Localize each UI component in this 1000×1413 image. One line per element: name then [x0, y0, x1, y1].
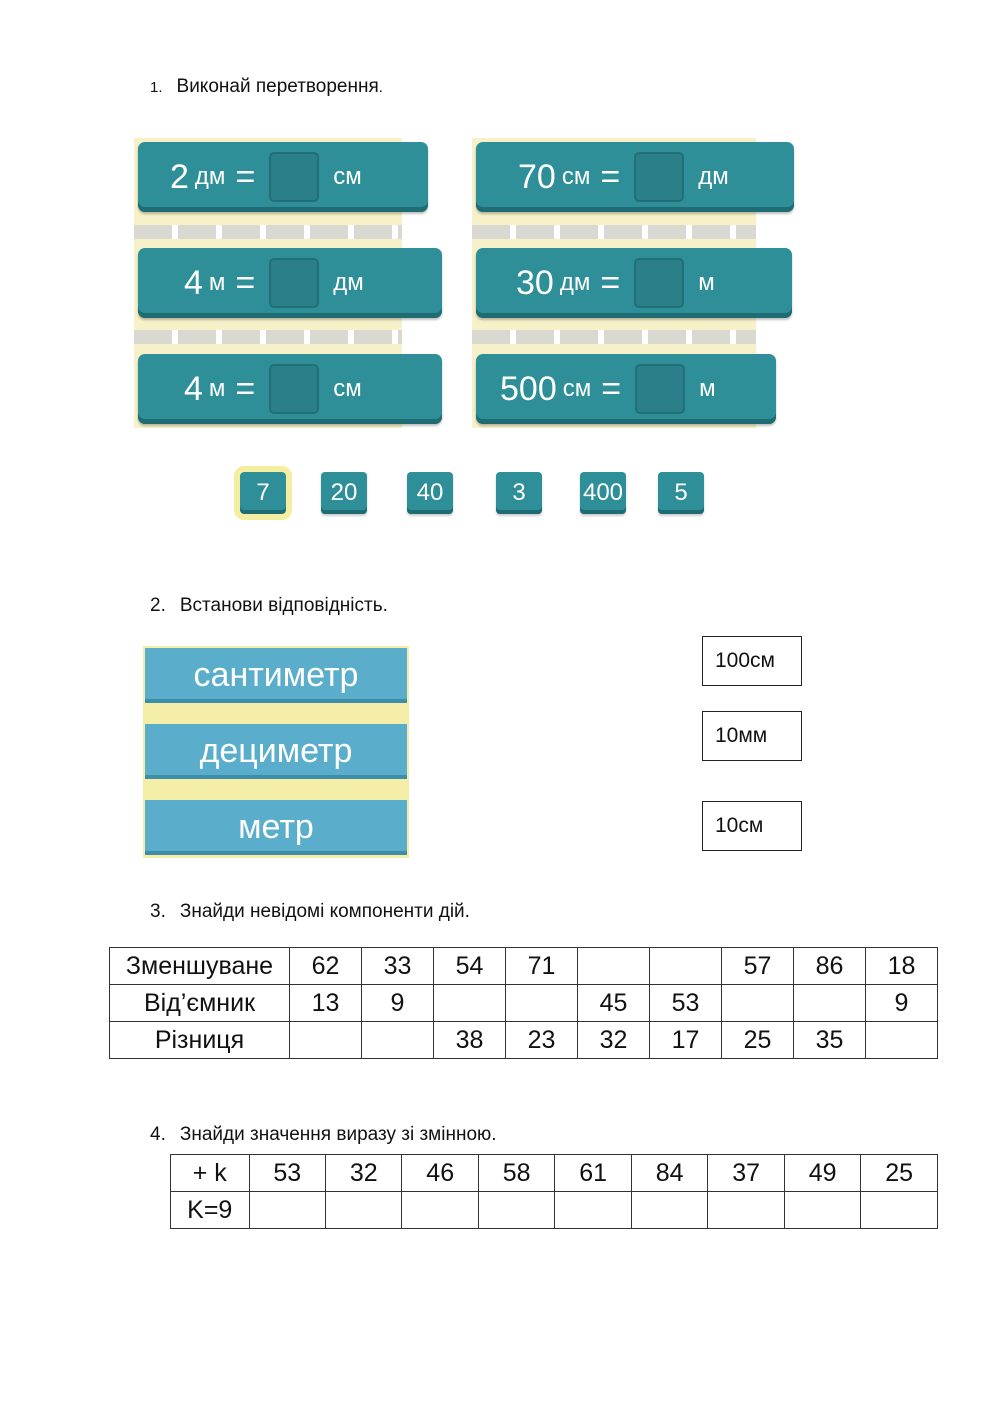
- answer-drop-box[interactable]: [634, 152, 684, 202]
- conversion-panel-right: [472, 138, 756, 428]
- tile-from-unit: дм: [559, 269, 591, 296]
- task3-number: 3.: [150, 901, 166, 922]
- conversion-tile: [476, 248, 792, 318]
- tile-equals: =: [601, 369, 622, 408]
- table-cell: 49: [784, 1155, 860, 1192]
- answer-cell[interactable]: [631, 1192, 707, 1229]
- option-tile-40[interactable]: 40: [407, 472, 453, 514]
- match-answer-box[interactable]: 100см: [702, 636, 802, 686]
- answer-cell[interactable]: [708, 1192, 784, 1229]
- table-cell: 23: [506, 1022, 578, 1059]
- option-tile-3[interactable]: 3: [496, 472, 542, 514]
- conversion-tile: [138, 142, 428, 212]
- row-label: Від’ємник: [110, 985, 290, 1022]
- tile-to-unit: см: [333, 163, 362, 190]
- task3-title: Знайди невідомі компоненти дій.: [179, 901, 470, 922]
- table-cell: 38: [434, 1022, 506, 1059]
- table-cell[interactable]: [434, 985, 506, 1022]
- answer-cell[interactable]: [555, 1192, 631, 1229]
- row-label: + k: [171, 1155, 250, 1192]
- tile-separator: [472, 225, 756, 239]
- task1-title-dot: .: [378, 79, 383, 96]
- answer-drop-box[interactable]: [634, 258, 684, 308]
- table-cell: 58: [478, 1155, 554, 1192]
- variable-expression-table: [170, 1154, 938, 1229]
- tile-separator: [134, 225, 402, 239]
- option-tile-5[interactable]: 5: [658, 472, 704, 514]
- conversion-tile: [138, 248, 442, 318]
- table-cell: 53: [650, 985, 722, 1022]
- table-row: [110, 985, 938, 1022]
- tile-equals: =: [235, 263, 256, 302]
- tile-from-unit: дм: [194, 163, 226, 190]
- option-tile-7[interactable]: 7: [240, 472, 286, 514]
- answer-drop-box[interactable]: [269, 258, 319, 308]
- table-cell: 54: [434, 948, 506, 985]
- task3-heading: [150, 901, 470, 923]
- table-cell: 62: [290, 948, 362, 985]
- table-cell[interactable]: [362, 1022, 434, 1059]
- table-cell: 35: [794, 1022, 866, 1059]
- word-tile-centimeter[interactable]: сантиметр: [145, 648, 407, 703]
- task2-title: Встанови відповідність.: [179, 595, 388, 616]
- table-cell: 71: [506, 948, 578, 985]
- answer-cell[interactable]: [249, 1192, 325, 1229]
- row-label: Зменшуване: [110, 948, 290, 985]
- tile-equals: =: [235, 369, 256, 408]
- answer-cell[interactable]: [784, 1192, 860, 1229]
- task1-title: Виконай перетворення: [176, 76, 379, 97]
- row-label: K=9: [171, 1192, 250, 1229]
- match-answer-box[interactable]: 10мм: [702, 711, 802, 761]
- tile-value: 500: [500, 369, 557, 408]
- conversion-tile: [476, 142, 794, 212]
- table-cell: 33: [362, 948, 434, 985]
- table-row: [171, 1155, 938, 1192]
- tile-value: 4: [184, 369, 203, 408]
- conversion-panel-left: [134, 138, 402, 428]
- table-row: [110, 948, 938, 985]
- table-cell: 25: [861, 1155, 938, 1192]
- answer-cell[interactable]: [861, 1192, 938, 1229]
- task4-number: 4.: [150, 1124, 166, 1145]
- table-cell: 37: [708, 1155, 784, 1192]
- match-answer-box[interactable]: 10см: [702, 801, 802, 851]
- tile-from-unit: м: [208, 269, 226, 296]
- subtraction-table: [109, 947, 938, 1059]
- answer-cell[interactable]: [478, 1192, 554, 1229]
- tile-equals: =: [235, 157, 256, 196]
- answer-drop-box[interactable]: [269, 152, 319, 202]
- table-cell: 84: [631, 1155, 707, 1192]
- conversion-tile: [476, 354, 776, 424]
- table-cell: 18: [866, 948, 938, 985]
- table-cell[interactable]: [578, 948, 650, 985]
- table-cell: 53: [249, 1155, 325, 1192]
- tile-from-unit: см: [561, 163, 591, 190]
- tile-value: 2: [170, 157, 189, 196]
- units-word-panel: [143, 646, 409, 858]
- task2-heading: [150, 595, 388, 617]
- answer-cell[interactable]: [325, 1192, 401, 1229]
- answer-drop-box[interactable]: [269, 364, 319, 414]
- tile-separator: [472, 330, 756, 344]
- tile-separator: [134, 330, 402, 344]
- table-row: [171, 1192, 938, 1229]
- table-cell: 13: [290, 985, 362, 1022]
- tile-value: 4: [184, 263, 203, 302]
- word-tile-decimeter[interactable]: дециметр: [145, 724, 407, 779]
- table-cell: 32: [325, 1155, 401, 1192]
- table-cell: 25: [722, 1022, 794, 1059]
- table-cell: 86: [794, 948, 866, 985]
- task1-number: 1.: [150, 79, 163, 96]
- task4-title: Знайди значення виразу зі змінною.: [179, 1124, 497, 1145]
- task2-number: 2.: [150, 595, 166, 616]
- tile-from-unit: м: [208, 375, 226, 402]
- table-cell[interactable]: [506, 985, 578, 1022]
- table-cell[interactable]: [290, 1022, 362, 1059]
- table-cell: 46: [402, 1155, 478, 1192]
- tile-to-unit: дм: [333, 269, 364, 296]
- table-cell: 61: [555, 1155, 631, 1192]
- table-cell[interactable]: [794, 985, 866, 1022]
- tile-to-unit: м: [699, 375, 716, 402]
- tile-from-unit: см: [562, 375, 592, 402]
- word-tile-meter[interactable]: метр: [145, 800, 407, 855]
- table-cell: 9: [866, 985, 938, 1022]
- tile-value: 30: [516, 263, 554, 302]
- tile-equals: =: [600, 263, 621, 302]
- tile-to-unit: см: [333, 375, 362, 402]
- option-tile-400[interactable]: 400: [580, 472, 626, 514]
- table-row: [110, 1022, 938, 1059]
- table-cell[interactable]: [650, 948, 722, 985]
- row-label: Різниця: [110, 1022, 290, 1059]
- tile-to-unit: дм: [698, 163, 729, 190]
- table-cell: 45: [578, 985, 650, 1022]
- table-cell: 32: [578, 1022, 650, 1059]
- tile-to-unit: м: [698, 269, 715, 296]
- answer-drop-box[interactable]: [635, 364, 685, 414]
- table-cell: 57: [722, 948, 794, 985]
- tile-equals: =: [600, 157, 621, 196]
- task1-heading: [150, 76, 383, 98]
- tile-value: 70: [518, 157, 556, 196]
- table-cell[interactable]: [722, 985, 794, 1022]
- table-cell: 9: [362, 985, 434, 1022]
- answer-cell[interactable]: [402, 1192, 478, 1229]
- conversion-tile: [138, 354, 442, 424]
- table-cell: 17: [650, 1022, 722, 1059]
- table-cell[interactable]: [866, 1022, 938, 1059]
- option-tile-20[interactable]: 20: [321, 472, 367, 514]
- task4-heading: [150, 1124, 497, 1146]
